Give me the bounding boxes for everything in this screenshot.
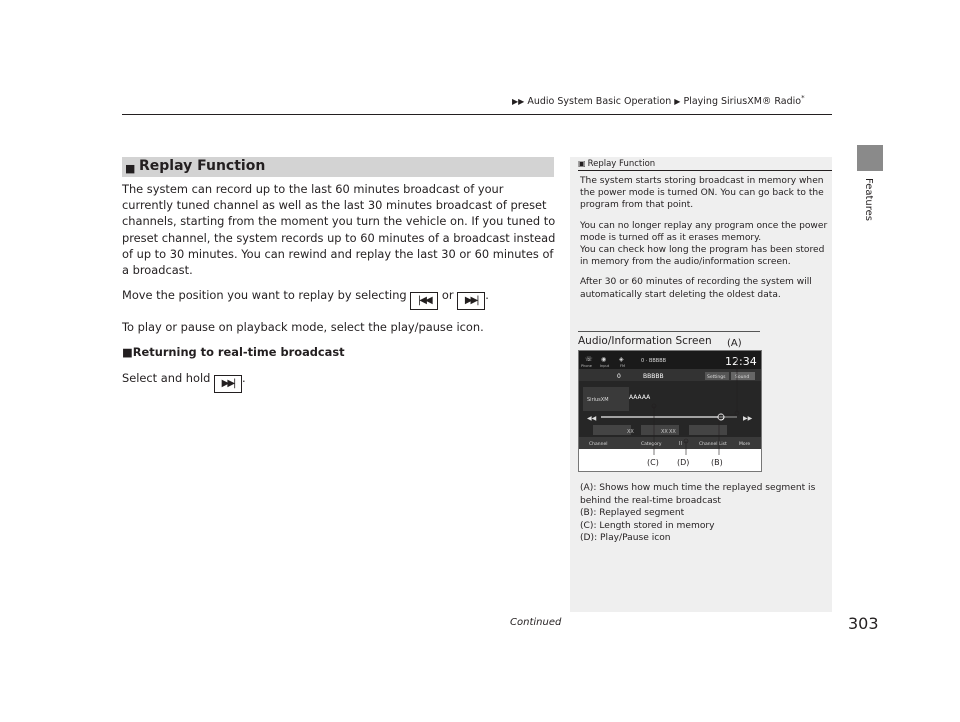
text-run: Move the position you want to replay by selecting: [122, 288, 407, 303]
clock-readout: 12:34: [725, 355, 757, 368]
settings-button: Settings: [707, 375, 726, 380]
square-bullet-icon: ■: [122, 345, 133, 360]
callout-d: (D): [677, 458, 690, 467]
section-body: [122, 181, 558, 402]
skip-forward-icon: ▶▶|: [457, 292, 485, 310]
preset-text: XX: [661, 429, 668, 435]
text-run: .: [485, 288, 489, 303]
text-run: Select and hold: [122, 370, 211, 385]
icon-label: FM: [620, 364, 626, 368]
preset-text: XX: [669, 429, 676, 435]
subsection-title: [122, 344, 558, 360]
input-icon: ◉: [601, 356, 607, 363]
skip-forward-icon: ▶▶: [743, 415, 753, 422]
side-label-text: Features: [863, 178, 874, 221]
page-number: 303: [848, 614, 879, 633]
channel-number: 0: [617, 373, 621, 380]
legend-item: (D): Play/Pause icon: [580, 533, 671, 544]
callout-c: (C): [647, 458, 659, 467]
section-title: Replay Function: [139, 158, 266, 174]
skip-back-icon: |◀◀: [410, 292, 438, 310]
paragraph-replay-select: [122, 287, 558, 310]
more-button: More: [739, 442, 751, 447]
text-run: You can no longer replay any program once the power mode is turned off as it erases memory.: [580, 220, 828, 243]
subsection-title-text: Returning to real-time broadcast: [132, 345, 345, 360]
legend-item: (B): Replayed segment: [580, 508, 685, 519]
note-paragraph: After 30 or 60 minutes of recording the system will automatically start deleting the oldest data.: [580, 277, 812, 300]
song-title: AAAAA: [629, 394, 651, 401]
chapter-tab-marker: [857, 145, 883, 171]
continued-label: Continued: [510, 617, 562, 628]
screen-svg: [579, 351, 761, 471]
screen-caption: Audio/Information Screen: [578, 331, 760, 350]
icon-label: Input: [600, 364, 610, 368]
breadcrumb-siriusxm[interactable]: Playing SiriusXM® Radio: [683, 96, 802, 108]
channel-name: BBBBB: [643, 373, 664, 380]
triangle-icon: ▶▶: [512, 97, 525, 107]
note-title: [578, 159, 655, 169]
breadcrumb: [512, 94, 805, 107]
note-paragraph: [580, 220, 830, 269]
phone-icon: ☏: [585, 356, 593, 363]
preset-text: XX: [627, 429, 634, 435]
square-bullet-icon: ■: [125, 162, 136, 175]
category-button: Category: [641, 442, 662, 447]
note-body: [580, 175, 830, 309]
text-run: You can check how long the program has been stored in memory from the audio/information screen.: [580, 245, 825, 268]
footnote-mark: *: [801, 94, 805, 102]
fm-icon: ◈: [619, 356, 624, 363]
breadcrumb-audio-basic[interactable]: Audio System Basic Operation: [527, 96, 672, 108]
channel-button: Channel: [589, 442, 608, 447]
text-run: .: [242, 370, 246, 385]
note-title-text: Replay Function: [587, 159, 656, 169]
note-icon: ▣: [578, 159, 586, 168]
legend-item: (A): Shows how much time the replayed segment is behind the real-time broadcast: [580, 483, 816, 506]
note-rule: [578, 170, 832, 171]
callout-b: (B): [711, 458, 723, 467]
top-readout: 0 · BBBBB: [641, 358, 667, 364]
triangle-icon: ▶: [674, 97, 681, 107]
callout-legend: [580, 482, 830, 545]
note-paragraph: The system starts storing broadcast in memory when the power mode is turned ON. You can go back to the program from that point.: [580, 176, 824, 211]
header-rule: [122, 114, 832, 115]
section-title-bar: [122, 157, 554, 177]
pause-icon: II: [679, 441, 682, 447]
icon-label: Phone: [581, 364, 592, 368]
paragraph: The system can record up to the last 60 minutes broadcast of your currently tuned channel as well as the last 30 minutes broadcast of preset channels, starting from the moment you turn the vehicle on. If you tuned to preset channel, the system records up to 60 minutes of a broadcast instead of up to 30 minutes. You can rewind and replay the last 30 or 60 minutes of a broadcast.: [122, 182, 556, 278]
text-run: or: [441, 288, 454, 303]
skip-forward-icon: ▶▶|: [214, 375, 242, 393]
paragraph-return-realtime: [122, 370, 558, 393]
paragraph: To play or pause on playback mode, select the play/pause icon.: [122, 320, 484, 335]
sound-button: Sound: [735, 375, 750, 380]
channel-list-button: Channel List: [699, 442, 727, 447]
audio-screen-illustration: [578, 350, 762, 472]
chapter-tab-label: [856, 178, 886, 298]
callout-a: (A): [727, 338, 742, 349]
legend-item: (C): Length stored in memory: [580, 520, 715, 531]
skip-back-icon: ◀◀: [587, 415, 597, 422]
siriusxm-logo: SiriusXM: [587, 397, 609, 403]
